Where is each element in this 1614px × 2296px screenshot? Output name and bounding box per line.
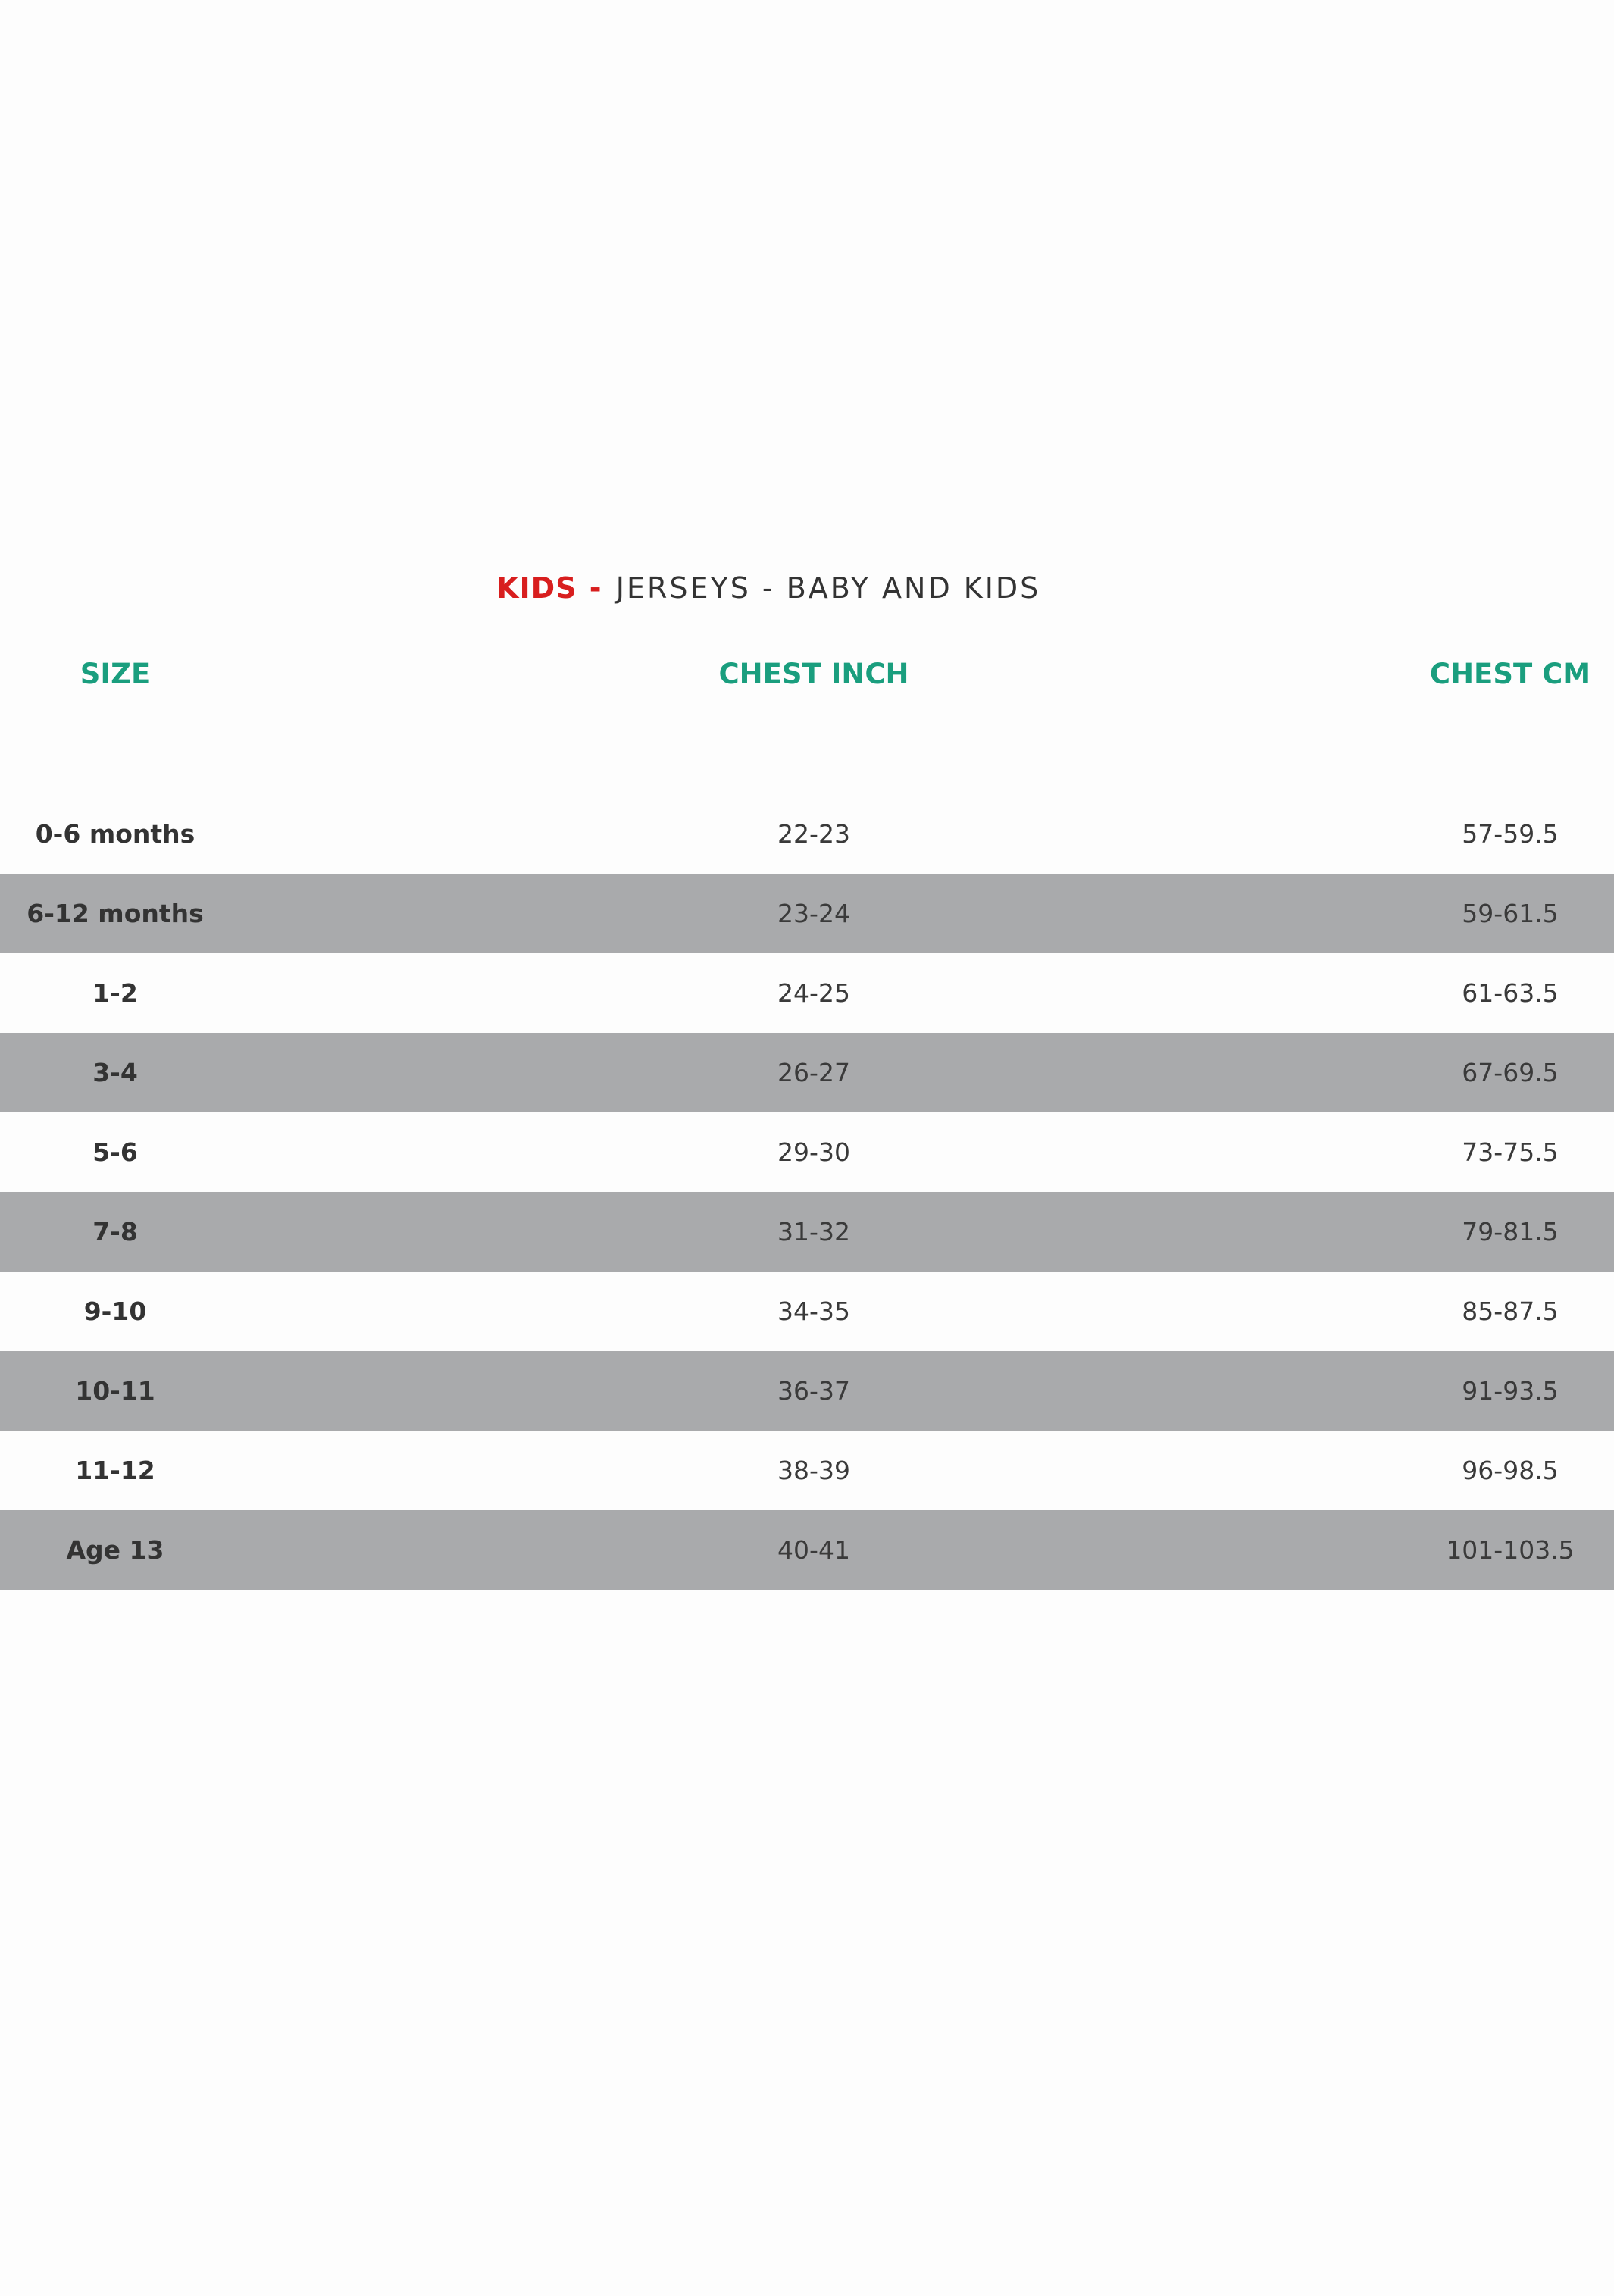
title-separator: - xyxy=(577,571,616,605)
cell-chest-cm: 61-63.5 xyxy=(1462,978,1559,1008)
cell-chest-cm: 79-81.5 xyxy=(1462,1217,1559,1247)
cell-size: 11-12 xyxy=(75,1456,155,1485)
cell-chest-inch: 31-32 xyxy=(777,1217,850,1247)
cell-chest-inch: 29-30 xyxy=(777,1137,850,1167)
table-row xyxy=(0,1351,1614,1431)
table-row xyxy=(0,1192,1614,1272)
cell-size: 0-6 months xyxy=(35,819,195,849)
cell-chest-cm: 57-59.5 xyxy=(1462,819,1559,849)
cell-chest-inch: 36-37 xyxy=(777,1376,850,1406)
cell-size: 10-11 xyxy=(75,1376,155,1406)
cell-chest-inch: 26-27 xyxy=(777,1058,850,1087)
cell-size: 1-2 xyxy=(92,978,138,1008)
cell-chest-cm: 67-69.5 xyxy=(1462,1058,1559,1087)
header-chest-cm: CHEST CM xyxy=(1429,658,1591,690)
cell-size: Age 13 xyxy=(66,1535,164,1565)
cell-chest-inch: 34-35 xyxy=(777,1297,850,1326)
header-size: SIZE xyxy=(80,658,151,690)
table-row xyxy=(0,1431,1614,1510)
size-table-body xyxy=(0,794,1614,1590)
table-row xyxy=(0,1510,1614,1590)
cell-chest-inch: 38-39 xyxy=(777,1456,850,1485)
cell-size: 5-6 xyxy=(92,1137,138,1167)
table-header xyxy=(0,653,1614,696)
cell-chest-cm: 73-75.5 xyxy=(1462,1137,1559,1167)
cell-size: 3-4 xyxy=(92,1058,138,1087)
table-row xyxy=(0,1272,1614,1351)
table-row xyxy=(0,794,1614,874)
cell-chest-cm: 101-103.5 xyxy=(1446,1535,1575,1565)
cell-chest-cm: 91-93.5 xyxy=(1462,1376,1559,1406)
cell-size: 6-12 months xyxy=(27,899,204,928)
cell-chest-cm: 85-87.5 xyxy=(1462,1297,1559,1326)
cell-chest-inch: 23-24 xyxy=(777,899,850,928)
header-chest-inch: CHEST INCH xyxy=(718,658,909,690)
cell-size: 9-10 xyxy=(83,1297,147,1326)
table-row xyxy=(0,874,1614,953)
cell-chest-cm: 96-98.5 xyxy=(1462,1456,1559,1485)
table-row xyxy=(0,1033,1614,1112)
cell-chest-cm: 59-61.5 xyxy=(1462,899,1559,928)
title-category: KIDS xyxy=(496,571,577,605)
cell-size: 7-8 xyxy=(92,1217,138,1247)
cell-chest-inch: 40-41 xyxy=(777,1535,850,1565)
table-row xyxy=(0,1112,1614,1192)
title-product: JERSEYS - BABY AND KIDS xyxy=(615,571,1041,605)
table-row xyxy=(0,953,1614,1033)
page-title xyxy=(496,568,1040,608)
cell-chest-inch: 22-23 xyxy=(777,819,850,849)
cell-chest-inch: 24-25 xyxy=(777,978,850,1008)
